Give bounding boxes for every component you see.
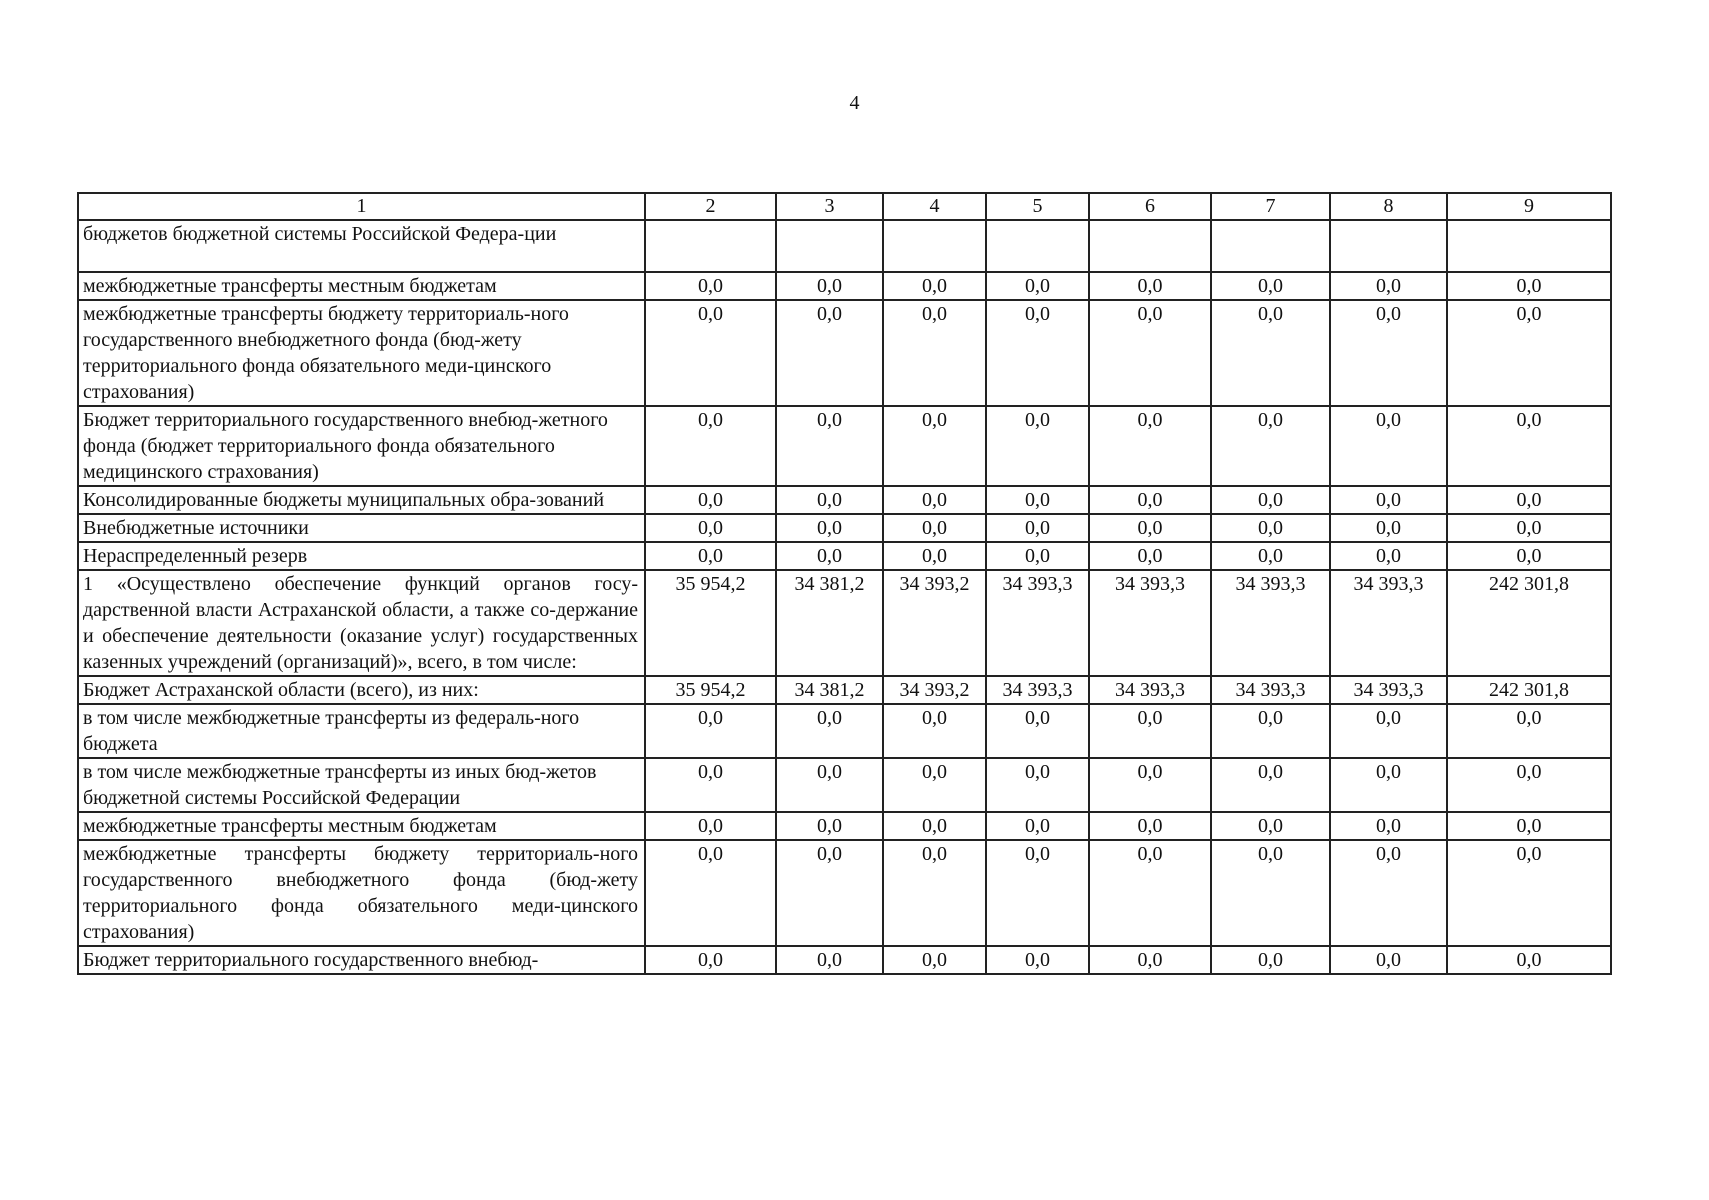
row-label: в том числе межбюджетные трансферты из иных бюд-жетов бюджетной системы Российской Федерации [78,758,645,812]
table-row [78,758,1611,812]
column-header-2: 2 [645,193,776,220]
table-cell: 0,0 [1330,406,1447,486]
table-cell [1447,220,1611,272]
table-cell: 0,0 [1211,486,1330,514]
table-cell: 0,0 [883,840,986,946]
table-cell: 0,0 [883,812,986,840]
table-cell: 34 393,3 [986,570,1089,676]
table-row [78,812,1611,840]
table-cell [1211,220,1330,272]
table-cell: 34 393,2 [883,676,986,704]
table-cell: 0,0 [1447,542,1611,570]
table-row [78,406,1611,486]
table-row [78,840,1611,946]
table-cell: 0,0 [1447,300,1611,406]
row-label: межбюджетные трансферты местным бюджетам [78,272,645,300]
table-cell: 0,0 [1447,704,1611,758]
table-cell: 0,0 [883,300,986,406]
row-label: межбюджетные трансферты бюджету территориаль-ного государственного внебюджетного фонда (бюд-жету территориального фонда обязательного меди-цинского страхования) [78,300,645,406]
table-cell: 34 393,3 [1330,570,1447,676]
table-cell: 34 393,3 [1211,676,1330,704]
table-cell [645,220,776,272]
table-cell: 0,0 [1330,704,1447,758]
table-row [78,300,1611,406]
column-header-6: 6 [1089,193,1211,220]
table-cell: 0,0 [1330,542,1447,570]
row-label: Бюджет территориального государственного внебюд- [78,946,645,974]
table-cell: 0,0 [776,272,883,300]
table-cell: 0,0 [645,406,776,486]
row-label: Внебюджетные источники [78,514,645,542]
table-cell: 0,0 [1211,758,1330,812]
table-cell: 34 393,2 [883,570,986,676]
table-cell: 0,0 [645,812,776,840]
table-cell: 0,0 [776,812,883,840]
table-cell: 0,0 [986,946,1089,974]
table-cell [1089,220,1211,272]
table-cell: 0,0 [1447,272,1611,300]
table-cell: 0,0 [1089,514,1211,542]
table-cell: 0,0 [1211,300,1330,406]
table-cell: 242 301,8 [1447,570,1611,676]
table-row [78,220,1611,272]
table-cell: 0,0 [776,704,883,758]
table-cell: 0,0 [883,542,986,570]
table-cell: 0,0 [1089,486,1211,514]
table-cell: 0,0 [1211,704,1330,758]
table-cell: 0,0 [1211,406,1330,486]
table-cell: 0,0 [986,514,1089,542]
column-header-5: 5 [986,193,1089,220]
table-cell: 0,0 [1330,486,1447,514]
row-label: Бюджет территориального государственного внебюд-жетного фонда (бюджет территориального фонда обязательного медицинского страхования) [78,406,645,486]
table-cell: 0,0 [645,758,776,812]
table-cell: 0,0 [1447,946,1611,974]
table-row [78,676,1611,704]
table-cell: 0,0 [776,406,883,486]
table-cell: 0,0 [1447,758,1611,812]
table-cell: 0,0 [986,840,1089,946]
table-cell: 34 393,3 [986,676,1089,704]
table-cell: 0,0 [883,272,986,300]
table-cell: 0,0 [1330,272,1447,300]
table-row [78,486,1611,514]
table-cell: 0,0 [776,542,883,570]
table-cell: 35 954,2 [645,676,776,704]
table-cell: 0,0 [1089,300,1211,406]
table-cell: 0,0 [776,840,883,946]
table-cell: 0,0 [1211,514,1330,542]
column-header-3: 3 [776,193,883,220]
table-cell: 0,0 [1330,840,1447,946]
header-row [78,193,1611,220]
table-cell: 34 393,3 [1330,676,1447,704]
column-header-8: 8 [1330,193,1447,220]
table-cell: 0,0 [776,758,883,812]
table-cell: 0,0 [1330,758,1447,812]
table-cell [1330,220,1447,272]
table-cell: 0,0 [776,486,883,514]
table-cell: 0,0 [645,704,776,758]
row-label: Бюджет Астраханской области (всего), из них: [78,676,645,704]
column-header-4: 4 [883,193,986,220]
table-cell: 0,0 [883,758,986,812]
table-cell: 0,0 [776,946,883,974]
row-label: Нераспределенный резерв [78,542,645,570]
column-header-7: 7 [1211,193,1330,220]
table-cell: 0,0 [1211,812,1330,840]
table-cell: 0,0 [1447,812,1611,840]
table-cell [776,220,883,272]
table-cell: 0,0 [1089,704,1211,758]
table-cell: 0,0 [883,486,986,514]
table-row [78,570,1611,676]
table-row [78,514,1611,542]
row-label: межбюджетные трансферты бюджету территориаль-ного государственного внебюджетного фонда (бюд-жету территориального фонда обязательного меди-цинского страхования) [78,840,645,946]
column-header-1: 1 [78,193,645,220]
table-cell: 34 393,3 [1089,676,1211,704]
table-cell: 0,0 [986,272,1089,300]
table-cell: 0,0 [1447,514,1611,542]
table-cell: 0,0 [986,704,1089,758]
table-cell: 0,0 [1089,758,1211,812]
table-cell: 0,0 [1211,946,1330,974]
row-label: 1 «Осуществлено обеспечение функций органов госу-дарственной власти Астраханской области, а также со-держание и обеспечение деятельности (оказание услуг) государственных казенных учреждений (организаций)», всего, в том числе: [78,570,645,676]
column-header-9: 9 [1447,193,1611,220]
table-cell: 35 954,2 [645,570,776,676]
table-cell: 0,0 [883,946,986,974]
table-cell: 0,0 [1089,812,1211,840]
table-row [78,542,1611,570]
table-cell: 0,0 [1330,812,1447,840]
table-cell: 0,0 [883,514,986,542]
table-cell: 0,0 [1211,542,1330,570]
table-row [78,704,1611,758]
row-label: межбюджетные трансферты местным бюджетам [78,812,645,840]
table-cell: 0,0 [645,514,776,542]
table-cell: 0,0 [1089,946,1211,974]
table-cell: 0,0 [1447,840,1611,946]
table-cell: 0,0 [645,840,776,946]
table-cell: 0,0 [1089,840,1211,946]
page-number: 4 [849,92,860,114]
table-cell [986,220,1089,272]
row-label: Консолидированные бюджеты муниципальных обра-зований [78,486,645,514]
table-cell: 0,0 [1330,300,1447,406]
table-cell: 0,0 [645,542,776,570]
table-cell: 0,0 [986,758,1089,812]
table-cell: 0,0 [645,946,776,974]
table-cell: 0,0 [645,272,776,300]
table-cell: 0,0 [986,406,1089,486]
table-cell: 0,0 [1330,514,1447,542]
table-cell: 242 301,8 [1447,676,1611,704]
table-cell: 0,0 [1447,486,1611,514]
row-label: в том числе межбюджетные трансферты из федераль-ного бюджета [78,704,645,758]
table-cell: 0,0 [1447,406,1611,486]
table-cell: 0,0 [1089,406,1211,486]
table-cell: 0,0 [645,300,776,406]
table-cell: 0,0 [1089,542,1211,570]
table-cell: 0,0 [986,812,1089,840]
budget-table [77,192,1612,975]
table-cell: 34 393,3 [1089,570,1211,676]
table-cell: 0,0 [986,300,1089,406]
table-cell: 0,0 [776,300,883,406]
table-cell [883,220,986,272]
table-row [78,272,1611,300]
table-cell: 0,0 [883,704,986,758]
table-cell: 0,0 [883,406,986,486]
row-label: бюджетов бюджетной системы Российской Федера-ции [78,220,645,272]
table-cell: 0,0 [1330,946,1447,974]
table-cell: 0,0 [1089,272,1211,300]
table-cell: 0,0 [986,486,1089,514]
table-cell: 34 393,3 [1211,570,1330,676]
table-cell: 0,0 [776,514,883,542]
table-cell: 0,0 [1211,840,1330,946]
table-cell: 0,0 [645,486,776,514]
table-cell: 34 381,2 [776,570,883,676]
table-cell: 0,0 [986,542,1089,570]
table-cell: 34 381,2 [776,676,883,704]
table-row [78,946,1611,974]
table-cell: 0,0 [1211,272,1330,300]
